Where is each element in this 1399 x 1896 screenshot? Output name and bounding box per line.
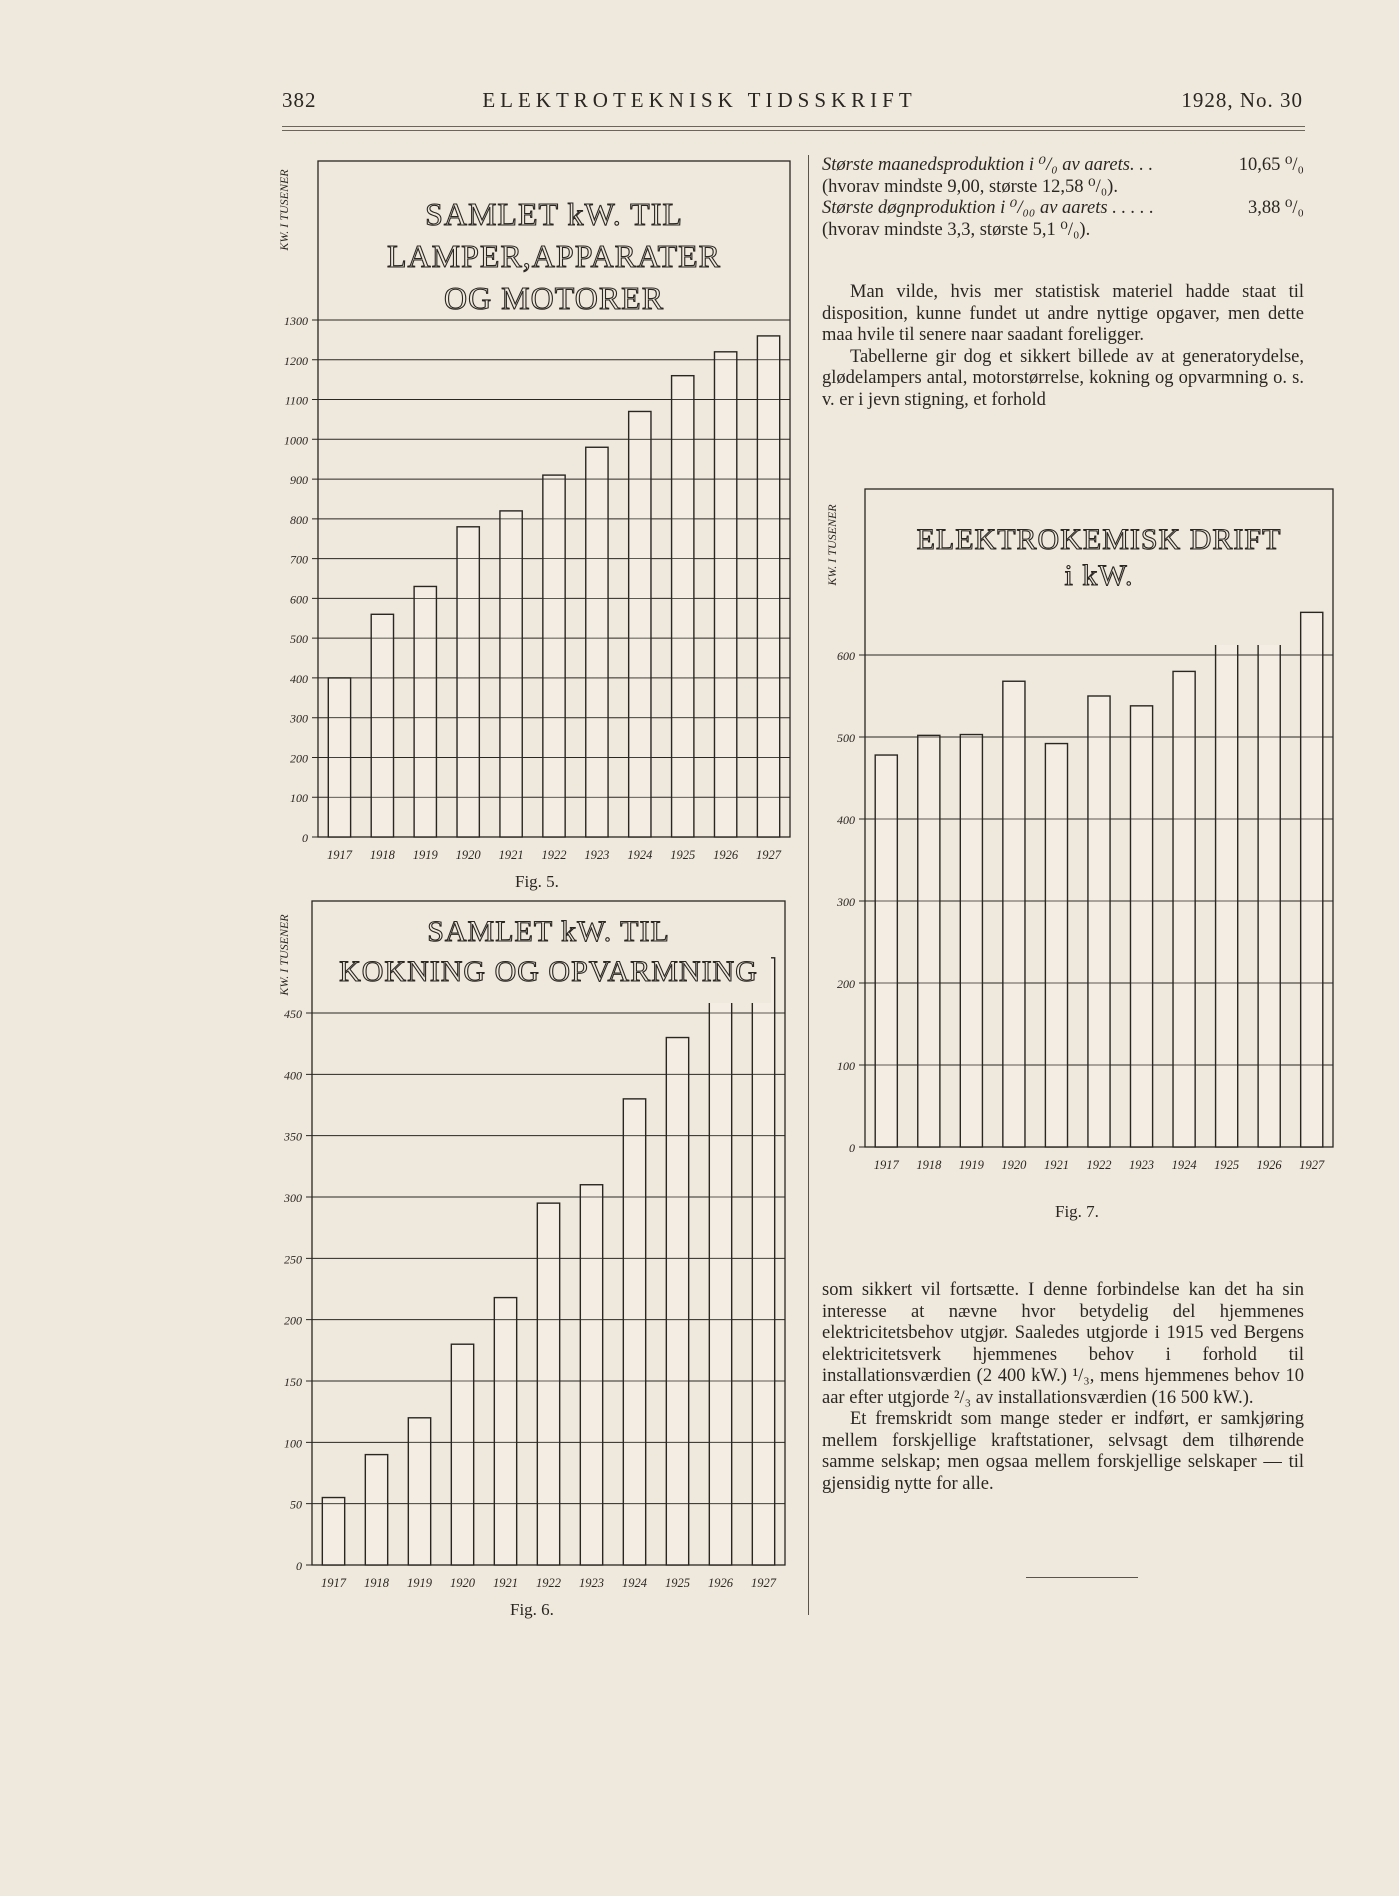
fig5-xtick-label: 1921 (498, 848, 524, 862)
fig5-bar (371, 614, 393, 837)
fig5-bar (629, 411, 651, 837)
fig5-caption: Fig. 5. (515, 872, 559, 891)
fig7-xtick-label: 1925 (1214, 1158, 1240, 1172)
fig7-xtick-label: 1920 (1001, 1158, 1027, 1172)
fig7-bar (1258, 629, 1280, 1147)
fig6-bar (666, 1038, 688, 1565)
page-number: 382 (282, 88, 317, 112)
fig7-xtick-label: 1927 (1299, 1158, 1325, 1172)
fig7-bar (1173, 671, 1195, 1147)
stat-line-2: (hvorav mindste 9,00, største 12,58 ⁰/₀). (822, 176, 1118, 197)
fig5-xtick-label: 1925 (670, 848, 696, 862)
fig5-ytick-label: 1000 (284, 433, 308, 448)
fig5-ytick-label: 300 (290, 711, 308, 726)
stats-block (822, 155, 1304, 241)
fig6-xtick-label: 1917 (321, 1576, 346, 1590)
text-block-bottom (822, 1280, 1304, 1495)
fig6-bar (494, 1298, 516, 1565)
fig5-bar (543, 475, 565, 837)
fig5-bar (672, 376, 694, 837)
fig5-bar (757, 336, 779, 837)
fig5-xtick-label: 1927 (756, 848, 782, 862)
text-block-top (822, 282, 1304, 411)
fig6-bar (322, 1498, 344, 1565)
fig7-xtick-label: 1922 (1086, 1158, 1112, 1172)
fig7-bar (918, 735, 940, 1147)
journal-title: ELEKTROTEKNISK TIDSSKRIFT (482, 88, 917, 112)
stat-value-3: 3,88 ⁰/₀ (1247, 198, 1304, 218)
stat-line-3 (822, 198, 1304, 220)
fig6-ytick-label: 300 (284, 1191, 302, 1205)
fig6-xtick-label: 1923 (579, 1576, 604, 1590)
fig7-bar (1301, 612, 1323, 1147)
fig5-bar (500, 511, 522, 837)
fig5-xtick-label: 1923 (584, 848, 610, 862)
paragraph-3: som sikkert vil fortsætte. I denne forbindelse kan det ha sin interesse at nævne hvor betydelig del hjemmenes elektricitetsbehov utgjør. Saaledes utgjorde i 1915 ved Bergens elektricitetsverk hjemmenes behov i forhold til installationsværdien (2 400 kW.) ¹/₃, mens hjemmenes behov 10 aar efter utgjorde ²/₃ av installationsværdien (16 500 kW.). (822, 1280, 1304, 1408)
fig5-ytick-label: 800 (290, 512, 308, 527)
fig5-ytick-label: 400 (290, 671, 308, 686)
fig6-bar (537, 1203, 559, 1565)
fig6-ytick-label: 150 (284, 1375, 302, 1389)
fig6-bar (623, 1099, 645, 1565)
fig6-title-line: SAMLET kW. TIL (427, 915, 670, 948)
fig7-xtick-label: 1926 (1256, 1158, 1282, 1172)
fig7-bar (1045, 744, 1067, 1147)
fig5-xtick-label: 1920 (455, 848, 481, 862)
stat-line-4: (hvorav mindste 3,3, største 5,1 ⁰/₀). (822, 219, 1091, 240)
fig6-bar (709, 1001, 731, 1565)
fig5-ytick-label: 700 (290, 552, 308, 567)
fig7-xtick-label: 1924 (1171, 1158, 1197, 1172)
fig5-xtick-label: 1919 (412, 848, 438, 862)
fig6-ytick-label: 0 (296, 1559, 302, 1573)
fig5-bar (586, 447, 608, 837)
fig7-ytick-label: 200 (837, 977, 855, 991)
paragraph-2: Tabellerne gir dog et sikkert billede av at generatorydelse, glødelampers antal, motorstørrelse, kokning og opvarmning o. s. v. er i jevn stigning, et forhold (822, 346, 1304, 410)
fig6-ytick-label: 400 (284, 1068, 302, 1083)
fig5-ytick-label: 1300 (284, 314, 308, 328)
fig7-ytick-label: 500 (837, 731, 855, 745)
stat-line-1 (822, 155, 1304, 177)
fig7-ytick-label: 100 (837, 1059, 855, 1073)
fig5-ytick-label: 900 (290, 473, 308, 488)
fig7-bar (960, 735, 982, 1147)
fig5-bar (414, 586, 436, 837)
fig6-bar (752, 958, 774, 1565)
fig6-xtick-label: 1926 (708, 1576, 733, 1590)
stat-label-3: Største døgnproduktion i ⁰/₀₀ av aarets . . . . . (822, 198, 1154, 218)
fig7-bar (1130, 706, 1152, 1147)
fig6-ytick-label: 200 (284, 1313, 302, 1328)
fig7-ytick-label: 0 (849, 1141, 855, 1155)
fig5-ytick-label: 600 (290, 592, 308, 607)
fig7-bar (875, 755, 897, 1147)
chart-fig7 (820, 485, 1340, 1195)
fig5-ytick-label: 200 (290, 751, 308, 766)
fig5-title-line: OG MOTORER (443, 280, 665, 316)
fig7-ylabel: KW. I TUSENER (825, 504, 839, 586)
fig5-ytick-label: 500 (290, 632, 308, 647)
fig6-xtick-label: 1927 (751, 1576, 776, 1590)
fig5-bar (457, 527, 479, 837)
fig7-title-line: i kW. (1064, 559, 1134, 592)
fig6-ytick-label: 450 (284, 1007, 302, 1021)
chart-fig6 (270, 895, 805, 1605)
fig7-bar (1216, 643, 1238, 1147)
fig5-ylabel: KW. I TUSENER (277, 169, 291, 251)
fig5-bar (714, 352, 736, 837)
issue-label: 1928, No. 30 (1181, 88, 1303, 112)
fig7-ytick-label: 400 (837, 813, 855, 827)
fig6-ylabel: KW. I TUSENER (277, 914, 291, 996)
fig6-ytick-label: 350 (284, 1129, 302, 1144)
fig5-xtick-label: 1922 (541, 848, 567, 862)
fig7-ytick-label: 600 (837, 649, 855, 663)
fig5-ytick-label: 1100 (284, 393, 308, 408)
fig7-xtick-label: 1923 (1129, 1158, 1155, 1172)
header-rule (282, 126, 1305, 127)
paragraph-1: Man vilde, hvis mer statistisk materiel hadde staat til disposition, kunne fundet ut andre nyttige opgaver, men dette maa hvile til senere naar saadant foreligger. (822, 282, 1304, 345)
header-rule-2 (282, 130, 1305, 131)
fig5-ytick-label: 1200 (284, 353, 308, 368)
column-separator (808, 155, 809, 1615)
fig6-xtick-label: 1918 (364, 1576, 389, 1590)
fig7-ytick-label: 300 (837, 895, 855, 909)
fig7-bar (1003, 681, 1025, 1147)
fig6-xtick-label: 1920 (450, 1576, 475, 1590)
fig7-xtick-label: 1919 (958, 1158, 984, 1172)
fig6-xtick-label: 1922 (536, 1576, 561, 1590)
fig6-bar (451, 1344, 473, 1565)
fig5-ytick-label: 100 (290, 791, 308, 806)
fig6-ytick-label: 100 (284, 1436, 302, 1451)
fig6-xtick-label: 1924 (622, 1576, 647, 1590)
fig6-title-line: KOKNING OG OPVARMNING (339, 955, 758, 988)
fig5-title-line: SAMLET kW. TIL (425, 196, 683, 232)
fig5-xtick-label: 1926 (713, 848, 739, 862)
fig5-title-line: LAMPER,APPARATER (386, 238, 722, 274)
fig6-xtick-label: 1921 (493, 1576, 518, 1590)
fig6-xtick-label: 1919 (407, 1576, 432, 1590)
fig5-xtick-label: 1924 (627, 848, 653, 862)
fig6-ytick-label: 50 (290, 1497, 302, 1512)
fig6-caption: Fig. 6. (510, 1600, 554, 1619)
fig7-title-line: ELEKTROKEMISK DRIFT (916, 523, 1282, 556)
fig6-xtick-label: 1925 (665, 1576, 690, 1590)
fig6-ytick-label: 250 (284, 1252, 302, 1267)
fig7-xtick-label: 1921 (1043, 1158, 1069, 1172)
fig7-caption: Fig. 7. (1055, 1202, 1099, 1221)
fig6-bar (580, 1185, 602, 1565)
fig7-xtick-label: 1918 (916, 1158, 942, 1172)
fig6-bar (408, 1418, 430, 1565)
paragraph-4: Et fremskridt som mange steder er indført, er samkjøring mellem forskjellige kraftstationer, selvsagt dem tilhørende samme selskap; men ogsaa mellem forskjellige selskaper — til gjensidig nytte for alle. (822, 1409, 1304, 1494)
stat-value-1: 10,65 ⁰/₀ (1238, 155, 1304, 175)
chart-fig5 (270, 155, 805, 875)
fig7-bar (1088, 696, 1110, 1147)
fig5-ytick-label: 0 (302, 831, 308, 845)
fig5-xtick-label: 1917 (326, 848, 352, 862)
fig6-bar (365, 1455, 387, 1565)
end-rule (1026, 1577, 1138, 1578)
stat-label-1: Største maanedsproduktion i ⁰/₀ av aarets. . . (822, 155, 1154, 175)
fig7-xtick-label: 1917 (873, 1158, 899, 1172)
fig5-xtick-label: 1918 (369, 848, 395, 862)
